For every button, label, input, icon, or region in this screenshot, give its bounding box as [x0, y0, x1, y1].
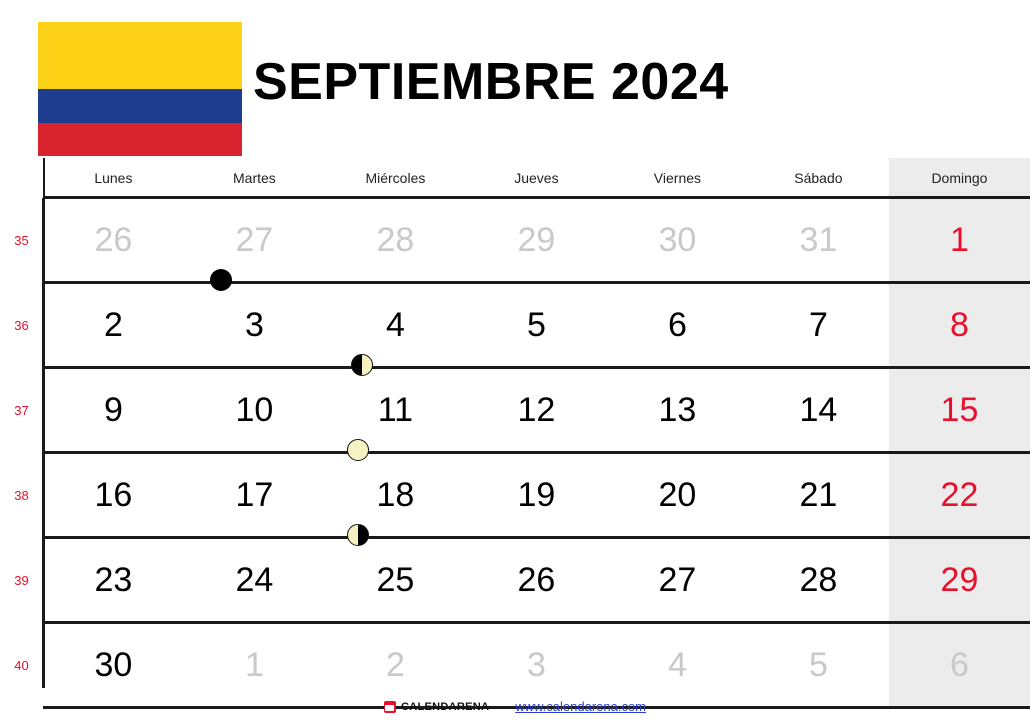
- weekday-header-martes: Martes: [233, 170, 276, 186]
- day-cell[interactable]: [325, 368, 466, 453]
- day-cell[interactable]: [325, 538, 466, 623]
- day-cell[interactable]: 16: [43, 453, 184, 538]
- page-title: SEPTIEMBRE 2024: [253, 53, 729, 111]
- new-moon-icon: [210, 269, 232, 291]
- day-cell[interactable]: 6: [607, 283, 748, 368]
- week-number: 37: [14, 402, 29, 418]
- day-cell[interactable]: 19: [466, 453, 607, 538]
- calendar-week-row: [0, 538, 1030, 623]
- weekday-header-row: [0, 158, 1030, 198]
- week-number-header: [0, 158, 43, 198]
- day-cell[interactable]: [325, 453, 466, 538]
- day-cell[interactable]: 10: [184, 368, 325, 453]
- day-label: 3: [244, 305, 264, 344]
- day-cell[interactable]: 2: [43, 283, 184, 368]
- day-cell[interactable]: 8: [889, 283, 1030, 368]
- calendar-grid: [0, 158, 1030, 709]
- week-number: 39: [14, 572, 29, 588]
- calendar-week-row: [0, 198, 1030, 283]
- day-cell[interactable]: 27: [184, 198, 325, 283]
- calendar-week-row: [0, 368, 1030, 453]
- week-number: 38: [14, 487, 29, 503]
- brand-name: CALENDARENA: [400, 700, 490, 713]
- week-number: 35: [14, 232, 29, 248]
- weekday-header-sabado: Sábado: [794, 170, 843, 186]
- day-cell[interactable]: 28: [748, 538, 889, 623]
- day-cell[interactable]: 21: [748, 453, 889, 538]
- day-cell[interactable]: 26: [43, 198, 184, 283]
- week-number: 36: [14, 317, 29, 333]
- weekday-header-viernes: Viernes: [653, 170, 702, 186]
- calendar-week-row: [0, 623, 1030, 708]
- first-quarter-moon-icon: [351, 354, 373, 376]
- day-cell[interactable]: 17: [184, 453, 325, 538]
- day-cell[interactable]: 13: [607, 368, 748, 453]
- flag-stripe-yellow: [38, 22, 242, 89]
- day-cell[interactable]: 23: [43, 538, 184, 623]
- day-cell[interactable]: 12: [466, 368, 607, 453]
- weekday-header-domingo: Domingo: [889, 158, 1030, 198]
- day-cell[interactable]: 4: [607, 623, 748, 708]
- day-cell[interactable]: 24: [184, 538, 325, 623]
- day-cell[interactable]: 2: [325, 623, 466, 708]
- day-cell[interactable]: 28: [325, 198, 466, 283]
- day-cell[interactable]: 5: [748, 623, 889, 708]
- day-label: 11: [377, 390, 414, 429]
- day-cell[interactable]: 14: [748, 368, 889, 453]
- weekday-header-jueves: Jueves: [514, 170, 559, 186]
- week-number: 40: [14, 657, 29, 673]
- calendar-icon: [384, 701, 396, 713]
- day-cell[interactable]: 27: [607, 538, 748, 623]
- page-footer: [0, 699, 1030, 714]
- day-label: 25: [376, 560, 415, 599]
- weekday-header-miercoles: Miércoles: [365, 170, 426, 186]
- day-cell[interactable]: 30: [607, 198, 748, 283]
- day-label: 18: [376, 475, 415, 514]
- day-cell[interactable]: 3: [466, 623, 607, 708]
- website-link[interactable]: www.calendarena.com: [515, 699, 647, 714]
- colombia-flag: [38, 22, 242, 156]
- day-cell[interactable]: 5: [466, 283, 607, 368]
- brand-logo: [384, 701, 489, 713]
- last-quarter-moon-icon: [347, 524, 369, 546]
- day-cell[interactable]: 4: [325, 283, 466, 368]
- day-cell[interactable]: 7: [748, 283, 889, 368]
- day-cell[interactable]: 1: [184, 623, 325, 708]
- day-cell[interactable]: 29: [466, 198, 607, 283]
- day-cell[interactable]: 30: [43, 623, 184, 708]
- day-cell[interactable]: 6: [889, 623, 1030, 708]
- full-moon-icon: [347, 439, 369, 461]
- day-cell[interactable]: 31: [748, 198, 889, 283]
- day-cell[interactable]: [184, 283, 325, 368]
- day-cell[interactable]: 22: [889, 453, 1030, 538]
- day-cell[interactable]: 15: [889, 368, 1030, 453]
- day-cell[interactable]: 1: [889, 198, 1030, 283]
- page-header: [0, 0, 1030, 158]
- flag-stripe-blue: [38, 89, 242, 123]
- day-cell[interactable]: 29: [889, 538, 1030, 623]
- day-cell[interactable]: 26: [466, 538, 607, 623]
- day-cell[interactable]: 20: [607, 453, 748, 538]
- calendar-week-row: [0, 283, 1030, 368]
- flag-stripe-red: [38, 123, 242, 156]
- weekday-header-lunes: Lunes: [94, 170, 133, 186]
- day-cell[interactable]: 9: [43, 368, 184, 453]
- calendar-week-row: [0, 453, 1030, 538]
